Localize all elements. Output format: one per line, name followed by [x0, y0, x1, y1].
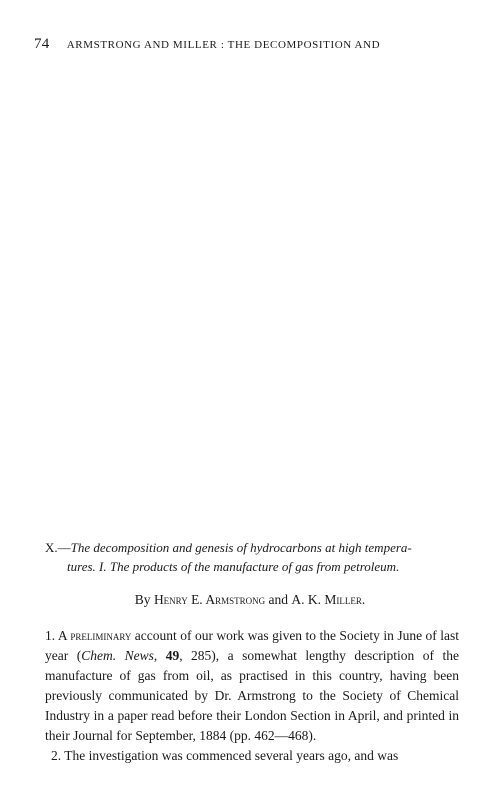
paragraph-1-text-a: account of our work was given to the Society in June of last year (	[45, 628, 460, 663]
paragraph-1-lead: preliminary	[70, 628, 132, 643]
byline-by: By	[134, 592, 151, 607]
title-line-2: tures. I. The products of the manufacture of gas from petroleum.	[67, 559, 400, 574]
paragraph-2: 2. The investigation was commenced several years ago, and was	[51, 748, 399, 763]
running-header	[34, 36, 474, 53]
paragraph-1	[45, 626, 459, 746]
byline-and: and	[268, 592, 288, 607]
author-miller: A. K. Miller.	[291, 592, 366, 607]
running-title: ARMSTRONG AND MILLER : THE DECOMPOSITION AND	[66, 39, 381, 51]
paragraph-1-number: 1. A	[45, 628, 67, 643]
article-body	[45, 626, 459, 766]
journal-reference: Chem. News	[81, 648, 154, 663]
title-line-1: The decomposition and genesis of hydrocarbons at high tempera-	[70, 540, 412, 555]
author-armstrong: Henry E. Armstrong	[153, 592, 266, 607]
paragraph-1-text-b: ,	[153, 648, 166, 663]
byline	[0, 592, 500, 608]
page-number: 74	[34, 36, 50, 52]
paragraph-1-text-c: , 285), a somewhat lengthy description of the manufacture of gas from oil, as practised in this country, having been previously communicated by Dr. Armstrong to the Society of Chemical Industry in a paper read before their London Section in April, and printed in their Journal for September, 1884 (pp. 462—468).	[45, 648, 459, 743]
volume-reference: 49	[165, 648, 180, 663]
article-number: X.—	[45, 540, 71, 555]
article-title	[45, 538, 460, 576]
